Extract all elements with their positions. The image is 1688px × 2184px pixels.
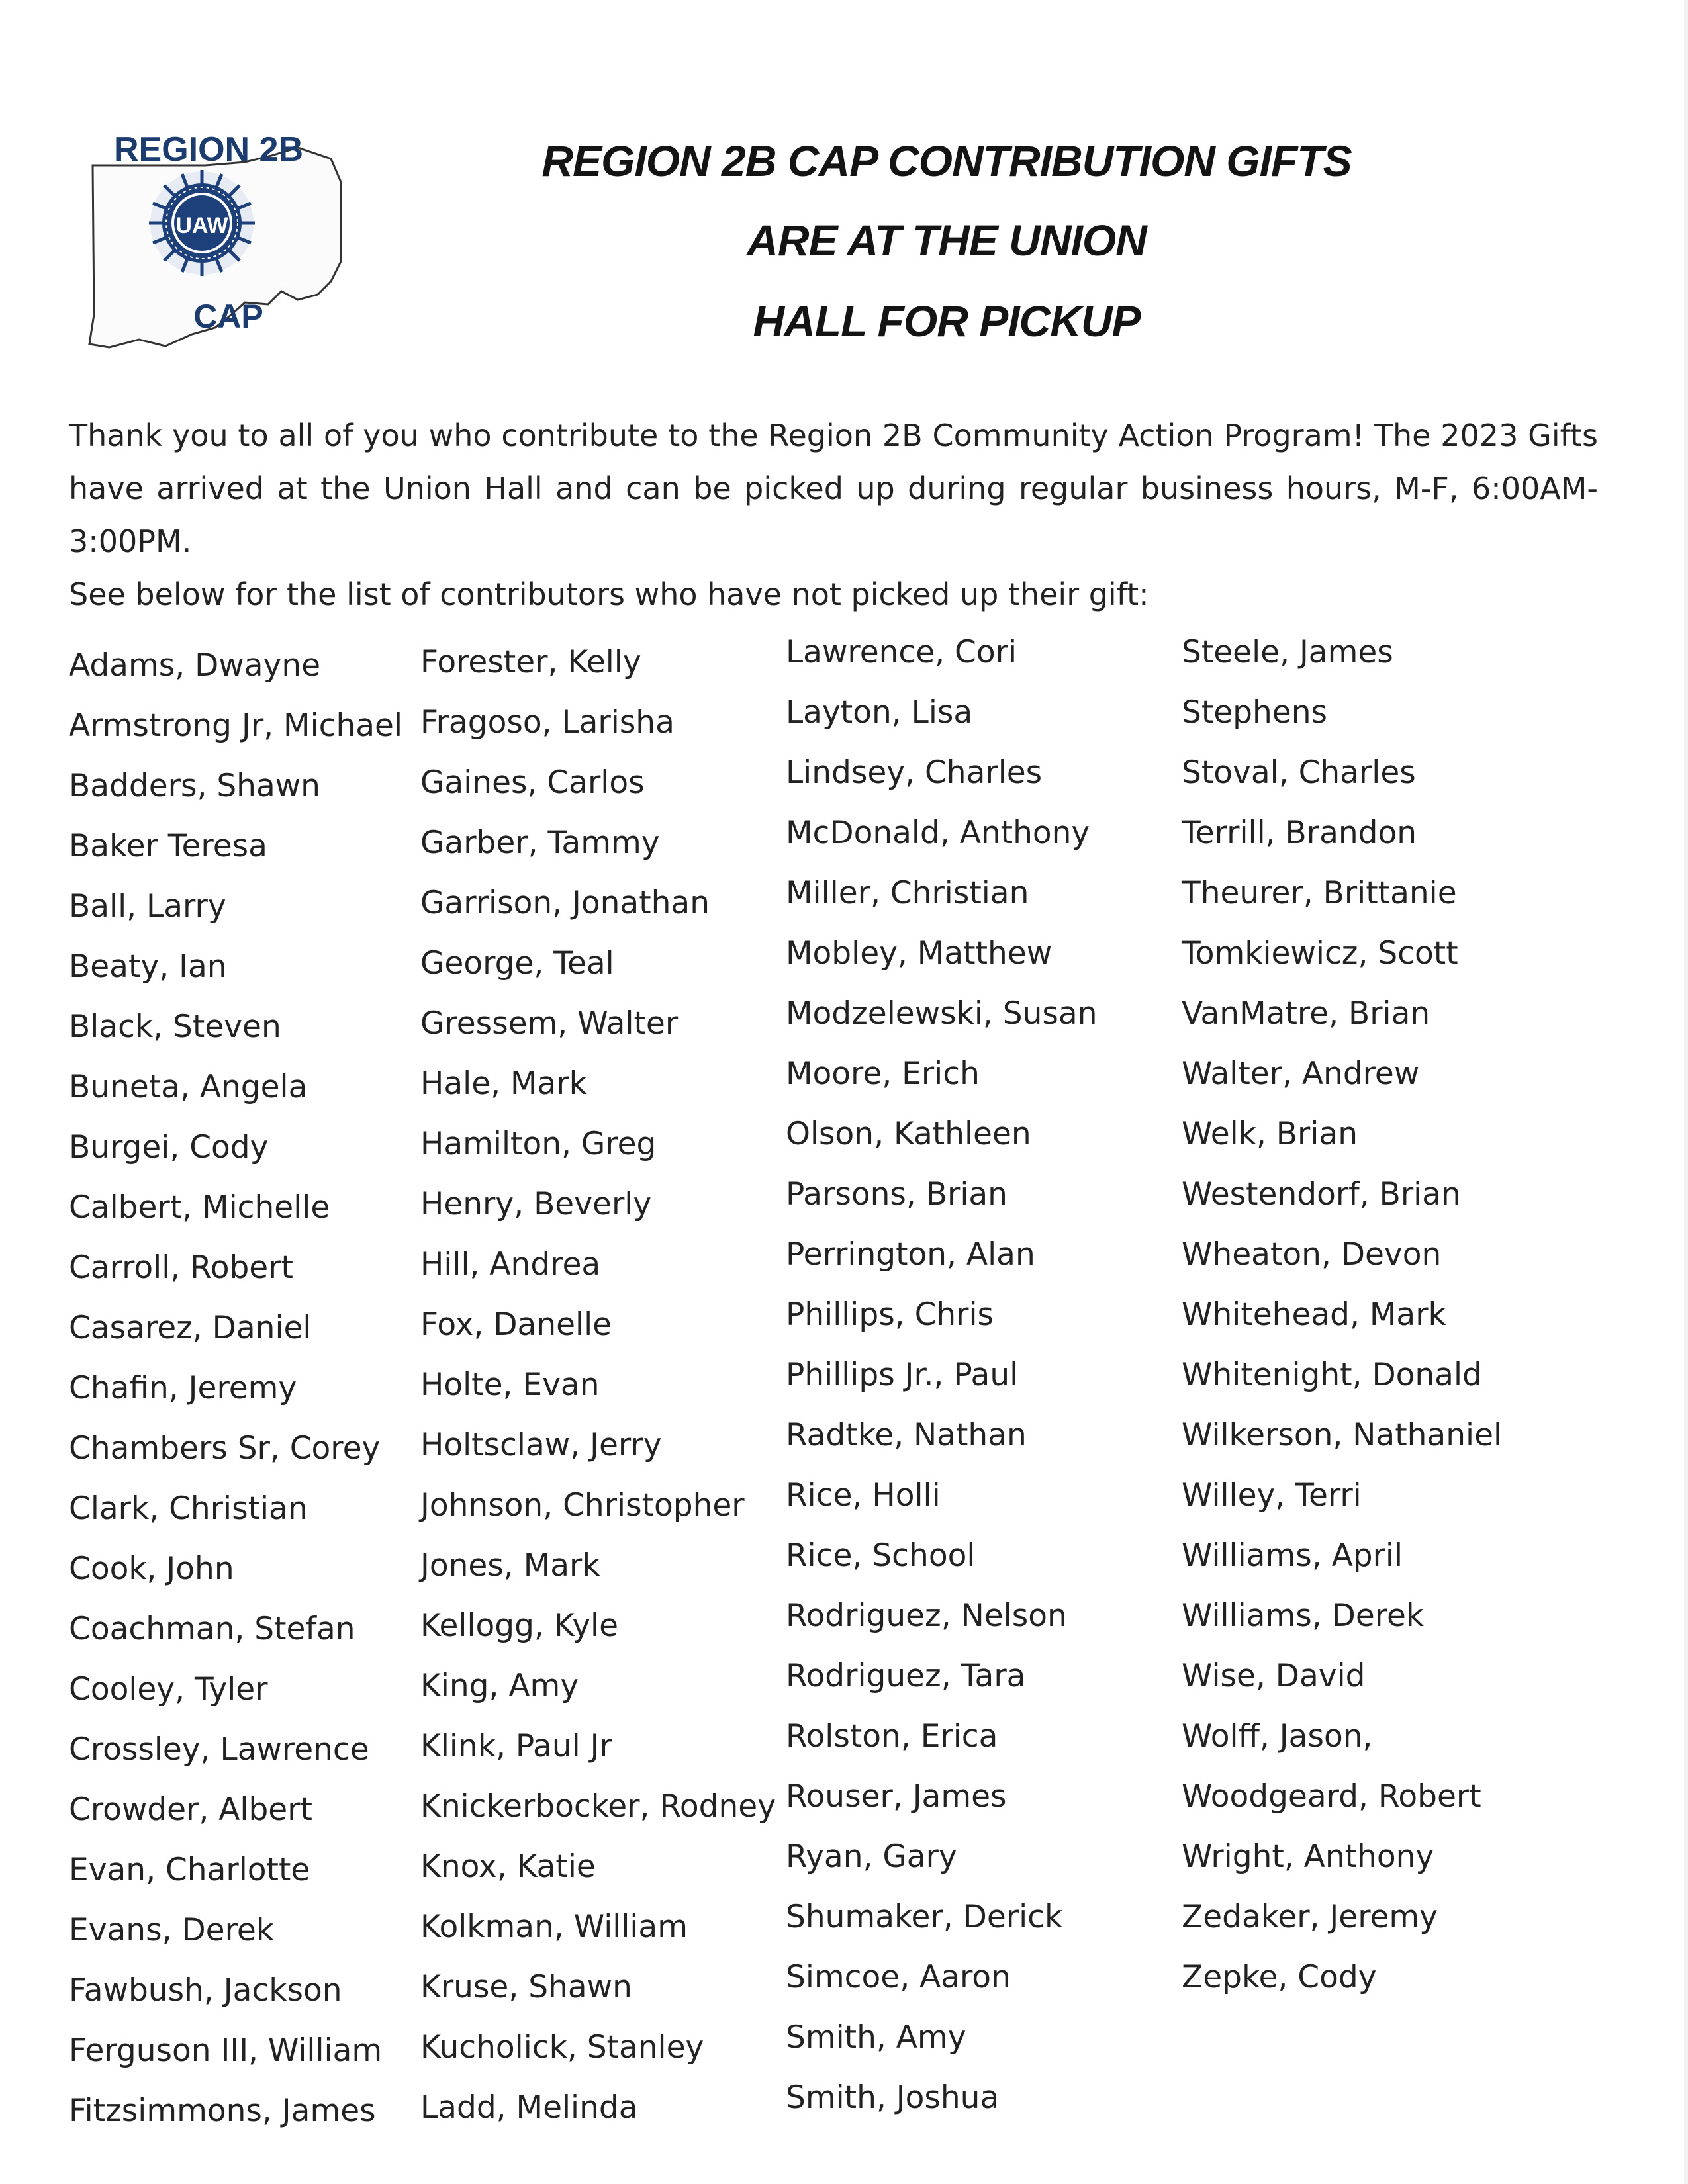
contributor-name: Shumaker, Derick bbox=[786, 1899, 1063, 1935]
contributor-name: Kruse, Shawn bbox=[420, 1969, 632, 2005]
contributor-name: Cook, John bbox=[69, 1551, 234, 1587]
contributor-name: Armstrong Jr, Michael bbox=[69, 707, 403, 744]
contributor-name: Jones, Mark bbox=[420, 1547, 600, 1584]
contributor-name: Wheaton, Devon bbox=[1182, 1236, 1442, 1273]
contributor-name: Theurer, Brittanie bbox=[1182, 875, 1457, 911]
contributor-name: Gressem, Walter bbox=[420, 1005, 679, 1042]
contributor-name: Kolkman, William bbox=[420, 1909, 688, 1945]
contributor-name: Gaines, Carlos bbox=[420, 764, 645, 801]
contributor-name: Lawrence, Cori bbox=[786, 634, 1017, 670]
contributor-name: King, Amy bbox=[420, 1668, 579, 1704]
contributor-name: Wolff, Jason, bbox=[1182, 1718, 1373, 1754]
logo-cap-text: CAP bbox=[193, 298, 263, 335]
contributor-name: Wise, David bbox=[1182, 1658, 1366, 1694]
contributor-name: Simcoe, Aaron bbox=[786, 1959, 1011, 1995]
contributor-name: Wright, Anthony bbox=[1182, 1839, 1434, 1875]
contributor-name: Klink, Paul Jr bbox=[420, 1728, 612, 1764]
scan-edge bbox=[1684, 0, 1688, 2184]
contributor-name: Fox, Danelle bbox=[420, 1306, 612, 1343]
contributor-name: Terrill, Brandon bbox=[1182, 815, 1417, 851]
contributor-name: Smith, Amy bbox=[786, 2019, 966, 2056]
contributor-name: Baker Teresa bbox=[69, 828, 267, 864]
contributor-name: Kellogg, Kyle bbox=[420, 1608, 619, 1644]
logo-region-text: REGION 2B bbox=[113, 130, 304, 169]
uaw-cap-emblem-icon bbox=[79, 129, 364, 354]
contributor-name: Knox, Katie bbox=[420, 1848, 596, 1885]
contributor-name: Zepke, Cody bbox=[1182, 1959, 1377, 1995]
contributors-column-1 bbox=[69, 635, 402, 2141]
contributor-name: Kucholick, Stanley bbox=[420, 2029, 704, 2066]
contributor-name: George, Teal bbox=[420, 945, 614, 981]
contributor-name: Holte, Evan bbox=[420, 1367, 600, 1403]
contributor-name: Casarez, Daniel bbox=[69, 1310, 312, 1346]
contributor-name: Rodriguez, Tara bbox=[786, 1658, 1026, 1694]
contributor-name: Olson, Kathleen bbox=[786, 1116, 1031, 1152]
seal-uaw-text: UAW bbox=[175, 213, 228, 238]
contributor-name: Adams, Dwayne bbox=[69, 647, 321, 684]
contributor-name: Henry, Beverly bbox=[420, 1186, 652, 1222]
contributor-name: Rice, Holli bbox=[786, 1477, 941, 1514]
contributor-name: Crowder, Albert bbox=[69, 1792, 312, 1828]
contributor-name: Lindsey, Charles bbox=[786, 754, 1043, 791]
contributor-name: Williams, Derek bbox=[1182, 1598, 1425, 1634]
contributor-name: Stoval, Charles bbox=[1182, 754, 1416, 791]
contributor-name: Smith, Joshua bbox=[786, 2079, 1000, 2116]
contributor-name: Steele, James bbox=[1182, 634, 1393, 670]
contributor-name: Phillips, Chris bbox=[786, 1297, 994, 1333]
contributor-name: Stephens bbox=[1182, 694, 1327, 731]
contributor-name: Woodgeard, Robert bbox=[1182, 1778, 1481, 1815]
contributor-name: Ferguson III, William bbox=[69, 2032, 383, 2069]
contributor-name: Willey, Terri bbox=[1182, 1477, 1362, 1514]
contributor-name: Mobley, Matthew bbox=[786, 935, 1053, 972]
contributor-name: Calbert, Michelle bbox=[69, 1189, 330, 1226]
contributor-name: Beaty, Ian bbox=[69, 948, 227, 985]
contributor-name: Layton, Lisa bbox=[786, 694, 973, 731]
contributor-name: Parsons, Brian bbox=[786, 1176, 1008, 1212]
contributor-name: Hale, Mark bbox=[420, 1066, 587, 1102]
contributor-name: Rolston, Erica bbox=[786, 1718, 998, 1754]
contributor-name: Whitenight, Donald bbox=[1182, 1357, 1482, 1393]
contributor-name: Ladd, Melinda bbox=[420, 2089, 638, 2126]
contributor-name: Knickerbocker, Rodney bbox=[420, 1788, 776, 1825]
contributor-name: Evan, Charlotte bbox=[69, 1852, 310, 1888]
contributor-name: Walter, Andrew bbox=[1182, 1056, 1420, 1092]
intro-line-1: Thank you to all of you who contribute to the Region 2B Community Action Program! The 2023 Gifts bbox=[69, 418, 1598, 453]
contributor-name: Modzelewski, Susan bbox=[786, 995, 1098, 1032]
contributor-name: Wilkerson, Nathaniel bbox=[1182, 1417, 1503, 1453]
contributor-name: Clark, Christian bbox=[69, 1490, 308, 1527]
contributor-name: Chambers Sr, Corey bbox=[69, 1430, 381, 1467]
intro-line-2: have arrived at the Union Hall and can be picked up during regular business hours, M-F, 6:00AM-3:00PM. bbox=[69, 471, 1598, 559]
contributor-name: Cooley, Tyler bbox=[69, 1671, 268, 1707]
contributor-name: Ball, Larry bbox=[69, 888, 226, 925]
contributor-name: Westendorf, Brian bbox=[1182, 1176, 1461, 1212]
contributor-name: Johnson, Christopher bbox=[420, 1487, 745, 1524]
region-2b-cap-logo bbox=[79, 129, 364, 354]
contributor-name: Fitzsimmons, James bbox=[69, 2093, 376, 2129]
contributor-name: Tomkiewicz, Scott bbox=[1182, 935, 1458, 972]
contributor-name: Garber, Tammy bbox=[420, 825, 660, 861]
contributor-name: Evans, Derek bbox=[69, 1912, 274, 1948]
contributor-name: Badders, Shawn bbox=[69, 768, 320, 804]
contributor-name: McDonald, Anthony bbox=[786, 815, 1090, 851]
contributor-name: Garrison, Jonathan bbox=[420, 885, 710, 921]
contributor-name: Burgei, Cody bbox=[69, 1129, 269, 1165]
contributor-name: Black, Steven bbox=[69, 1009, 281, 1045]
contributor-name: Perrington, Alan bbox=[786, 1236, 1035, 1273]
contributor-name: Carroll, Robert bbox=[69, 1250, 293, 1286]
contributor-name: Zedaker, Jeremy bbox=[1182, 1899, 1438, 1935]
contributor-name: Ryan, Gary bbox=[786, 1839, 957, 1875]
contributor-name: Phillips Jr., Paul bbox=[786, 1357, 1019, 1393]
contributor-name: Fragoso, Larisha bbox=[420, 704, 675, 741]
contributors-column-2 bbox=[420, 632, 776, 2138]
contributor-name: Coachman, Stefan bbox=[69, 1611, 355, 1647]
contributor-name: VanMatre, Brian bbox=[1182, 995, 1430, 1032]
contributor-name: Holtsclaw, Jerry bbox=[420, 1427, 662, 1463]
contributor-name: Hill, Andrea bbox=[420, 1246, 601, 1283]
contributor-name: Radtke, Nathan bbox=[786, 1417, 1027, 1453]
contributor-name: Buneta, Angela bbox=[69, 1069, 308, 1105]
contributors-column-3 bbox=[786, 622, 1097, 2128]
contributor-name: Rouser, James bbox=[786, 1778, 1007, 1815]
contributor-name: Hamilton, Greg bbox=[420, 1126, 657, 1162]
contributor-name: Chafin, Jeremy bbox=[69, 1370, 297, 1406]
contributor-name: Crossley, Lawrence bbox=[69, 1731, 369, 1768]
headline-line-3: HALL FOR PICKUP bbox=[753, 296, 1141, 345]
contributor-name: Miller, Christian bbox=[786, 875, 1029, 911]
contributor-name: Fawbush, Jackson bbox=[69, 1972, 342, 2009]
contributors-column-4 bbox=[1182, 622, 1502, 2007]
contributor-name: Rice, School bbox=[786, 1537, 976, 1574]
headline-line-1: REGION 2B CAP CONTRIBUTION GIFTS bbox=[541, 136, 1352, 185]
headline-line-2: ARE AT THE UNION bbox=[747, 216, 1147, 265]
intro-paragraph bbox=[69, 409, 1598, 621]
contributor-name: Welk, Brian bbox=[1182, 1116, 1358, 1152]
contributor-name: Whitehead, Mark bbox=[1182, 1297, 1446, 1333]
contributor-name: Moore, Erich bbox=[786, 1056, 980, 1092]
contributor-name: Williams, April bbox=[1182, 1537, 1403, 1574]
contributor-name: Forester, Kelly bbox=[420, 644, 641, 680]
contributor-name: Rodriguez, Nelson bbox=[786, 1598, 1067, 1634]
intro-line-3: See below for the list of contributors who have not picked up their gift: bbox=[69, 576, 1149, 612]
